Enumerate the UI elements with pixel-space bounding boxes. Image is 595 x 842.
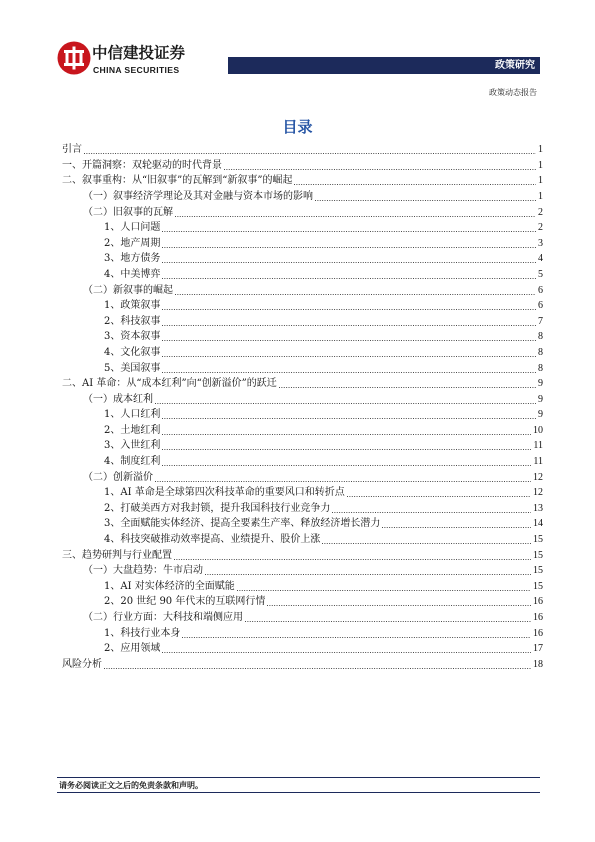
toc-dot-leader — [162, 329, 536, 345]
toc-entry-label: 引言 — [62, 144, 82, 156]
toc-entry-label: （二）行业方面：大科技和端侧应用 — [83, 612, 243, 623]
toc-dot-leader — [162, 407, 536, 423]
toc-entry[interactable] — [62, 329, 543, 345]
toc-entry[interactable] — [62, 516, 543, 532]
toc-entry-label: 三、趋势研判与行业配置 — [62, 549, 172, 561]
toc-dot-leader — [162, 298, 536, 314]
company-name-en: CHINA SECURITIES — [93, 65, 180, 75]
toc-dot-leader — [104, 657, 531, 673]
toc-page-number: 9 — [538, 378, 543, 390]
toc-entry[interactable] — [62, 376, 543, 392]
toc-entry-label: 1、科技行业本身 — [104, 627, 181, 639]
toc-dot-leader — [162, 361, 536, 377]
toc-dot-leader — [162, 454, 531, 470]
toc-entry-label: 2、打破美西方对我封锁，提升我国科技行业竞争力 — [104, 502, 331, 514]
toc-page-number: 1 — [538, 190, 543, 202]
toc-entry-label: 1、AI 革命是全球第四次科技革命的重要风口和转折点 — [104, 487, 345, 499]
section-label: 政策研究 — [495, 60, 535, 71]
toc-entry[interactable] — [62, 641, 543, 657]
toc-entry[interactable] — [62, 532, 543, 548]
toc-dot-leader — [332, 501, 531, 517]
toc-dot-leader — [162, 251, 536, 267]
toc-entry-label: 二、叙事重构：从“旧叙事”的瓦解到“新叙事”的崛起 — [62, 175, 293, 187]
china-securities-logo-icon — [57, 41, 91, 75]
toc-entry-label: 一、开篇洞察：双轮驱动的时代背景 — [62, 159, 222, 171]
toc-dot-leader — [315, 189, 536, 205]
toc-entry-label: 4、制度红利 — [104, 456, 161, 468]
toc-entry-label: （一）大盘趋势：牛市启动 — [83, 565, 203, 577]
toc-entry-label: 4、文化叙事 — [104, 346, 161, 358]
footer-divider-bottom — [57, 792, 540, 793]
toc-page-number: 6 — [538, 300, 543, 312]
toc-entry[interactable] — [62, 205, 543, 221]
toc-entry[interactable] — [62, 142, 543, 158]
toc-entry[interactable] — [62, 423, 543, 439]
report-type: 政策动态报告 — [489, 88, 537, 97]
toc-page-number: 14 — [533, 518, 543, 530]
toc-entry-label: 1、人口问题 — [104, 222, 161, 234]
toc-entry[interactable] — [62, 501, 543, 517]
toc-dot-leader — [84, 142, 536, 158]
toc-page-number: 3 — [538, 237, 543, 249]
toc-dot-leader — [175, 283, 536, 299]
toc-dot-leader — [162, 236, 536, 252]
toc-dot-leader — [162, 220, 536, 236]
toc-entry[interactable] — [62, 594, 543, 610]
toc-list — [62, 142, 543, 672]
toc-dot-leader — [279, 376, 536, 392]
toc-page-number: 11 — [533, 440, 543, 452]
toc-page-number: 11 — [533, 456, 543, 468]
toc-entry-label: 3、入世红利 — [104, 440, 161, 452]
toc-entry-label: 2、科技叙事 — [104, 315, 161, 327]
toc-entry-label: （二）新叙事的崛起 — [83, 284, 173, 296]
toc-entry[interactable] — [62, 158, 543, 174]
toc-page-number: 4 — [538, 253, 543, 265]
toc-page-number: 18 — [533, 658, 543, 670]
toc-entry[interactable] — [62, 361, 543, 377]
toc-page-number: 16 — [533, 596, 543, 608]
toc-page-number: 16 — [533, 627, 543, 639]
toc-entry-label: 4、中美博弈 — [104, 268, 161, 280]
toc-dot-leader — [174, 548, 531, 564]
toc-page-number: 12 — [533, 471, 543, 483]
toc-entry-label: 二、AI 革命：从“成本红利”向“创新溢价”的跃迁 — [62, 378, 277, 390]
toc-entry[interactable] — [62, 298, 543, 314]
toc-entry-label: 3、资本叙事 — [104, 331, 161, 343]
toc-entry[interactable] — [62, 173, 543, 189]
toc-entry[interactable] — [62, 283, 543, 299]
toc-entry-label: 4、科技突破推动效率提高、业绩提升、股价上涨 — [104, 534, 321, 546]
toc-title: 目录 — [282, 118, 313, 136]
toc-page-number: 15 — [533, 580, 543, 592]
toc-dot-leader — [162, 267, 536, 283]
toc-page-number: 15 — [533, 549, 543, 561]
toc-entry[interactable] — [62, 626, 543, 642]
toc-dot-leader — [224, 158, 536, 174]
toc-entry[interactable] — [62, 189, 543, 205]
footer-divider-top — [57, 777, 540, 778]
toc-dot-leader — [267, 594, 531, 610]
toc-entry[interactable] — [62, 251, 543, 267]
toc-entry[interactable] — [62, 548, 543, 564]
toc-page-number: 8 — [538, 362, 543, 374]
toc-entry-label: 3、地方债务 — [104, 253, 161, 265]
toc-dot-leader — [347, 485, 531, 501]
toc-entry-label: 风险分析 — [62, 658, 102, 670]
toc-page-number: 2 — [538, 222, 543, 234]
toc-dot-leader — [175, 205, 536, 221]
toc-page-number: 12 — [533, 487, 543, 499]
toc-page-number: 5 — [538, 268, 543, 280]
toc-entry-label: 2、应用领域 — [104, 643, 161, 655]
toc-dot-leader — [155, 392, 536, 408]
footer-disclaimer: 请务必阅读正文之后的免责条款和声明。 — [59, 780, 203, 790]
toc-dot-leader — [322, 532, 531, 548]
toc-entry[interactable] — [62, 407, 543, 423]
toc-dot-leader — [162, 641, 531, 657]
toc-page-number: 1 — [538, 175, 543, 187]
toc-dot-leader — [155, 470, 531, 486]
toc-entry[interactable] — [62, 345, 543, 361]
toc-page-number: 9 — [538, 393, 543, 405]
toc-page-number: 7 — [538, 315, 543, 327]
toc-entry-label: 1、政策叙事 — [104, 300, 161, 312]
toc-entry-label: 2、土地红利 — [104, 424, 161, 436]
toc-page-number: 13 — [533, 502, 543, 514]
toc-dot-leader — [162, 423, 531, 439]
toc-entry[interactable] — [62, 267, 543, 283]
toc-dot-leader — [162, 314, 536, 330]
toc-dot-leader — [245, 610, 531, 626]
company-name-cn: 中信建投证券 — [92, 44, 186, 62]
toc-entry-label: 2、地产周期 — [104, 237, 161, 249]
toc-dot-leader — [205, 563, 531, 579]
toc-entry[interactable] — [62, 657, 543, 673]
toc-entry[interactable] — [62, 236, 543, 252]
toc-entry[interactable] — [62, 470, 543, 486]
toc-entry[interactable] — [62, 563, 543, 579]
header-bar — [228, 57, 540, 74]
toc-page-number: 6 — [538, 284, 543, 296]
toc-entry[interactable] — [62, 220, 543, 236]
toc-entry-label: 1、人口红利 — [104, 409, 161, 421]
toc-entry[interactable] — [62, 392, 543, 408]
toc-page-number: 8 — [538, 331, 543, 343]
toc-entry[interactable] — [62, 454, 543, 470]
toc-page-number: 8 — [538, 346, 543, 358]
toc-dot-leader — [294, 173, 536, 189]
toc-page-number: 17 — [533, 643, 543, 655]
toc-dot-leader — [162, 438, 531, 454]
toc-page-number: 10 — [533, 424, 543, 436]
toc-entry[interactable] — [62, 485, 543, 501]
toc-entry-label: （二）创新溢价 — [83, 471, 153, 483]
toc-page-number: 15 — [533, 534, 543, 546]
toc-page-number: 1 — [538, 144, 543, 156]
toc-entry[interactable] — [62, 438, 543, 454]
toc-entry-label: 5、美国叙事 — [104, 362, 161, 374]
toc-entry[interactable] — [62, 314, 543, 330]
toc-entry-label: （一）叙事经济学理论及其对金融与资本市场的影响 — [83, 190, 313, 202]
toc-dot-leader — [237, 579, 531, 595]
toc-entry-label: （二）旧叙事的瓦解 — [83, 206, 173, 218]
toc-dot-leader — [162, 345, 536, 361]
toc-entry-label: （一）成本红利 — [83, 393, 153, 405]
toc-entry-label: 3、全面赋能实体经济、提高全要素生产率、释放经济增长潜力 — [104, 518, 381, 530]
toc-page-number: 9 — [538, 409, 543, 421]
toc-page-number: 2 — [538, 206, 543, 218]
toc-entry[interactable] — [62, 579, 543, 595]
toc-entry[interactable] — [62, 610, 543, 626]
toc-page-number: 16 — [533, 612, 543, 623]
toc-dot-leader — [182, 626, 531, 642]
toc-dot-leader — [382, 516, 531, 532]
toc-page-number: 15 — [533, 565, 543, 577]
toc-entry-label: 2、20 世纪 90 年代末的互联网行情 — [104, 596, 266, 608]
toc-entry-label: 1、AI 对实体经济的全面赋能 — [104, 580, 235, 592]
toc-page-number: 1 — [538, 159, 543, 171]
